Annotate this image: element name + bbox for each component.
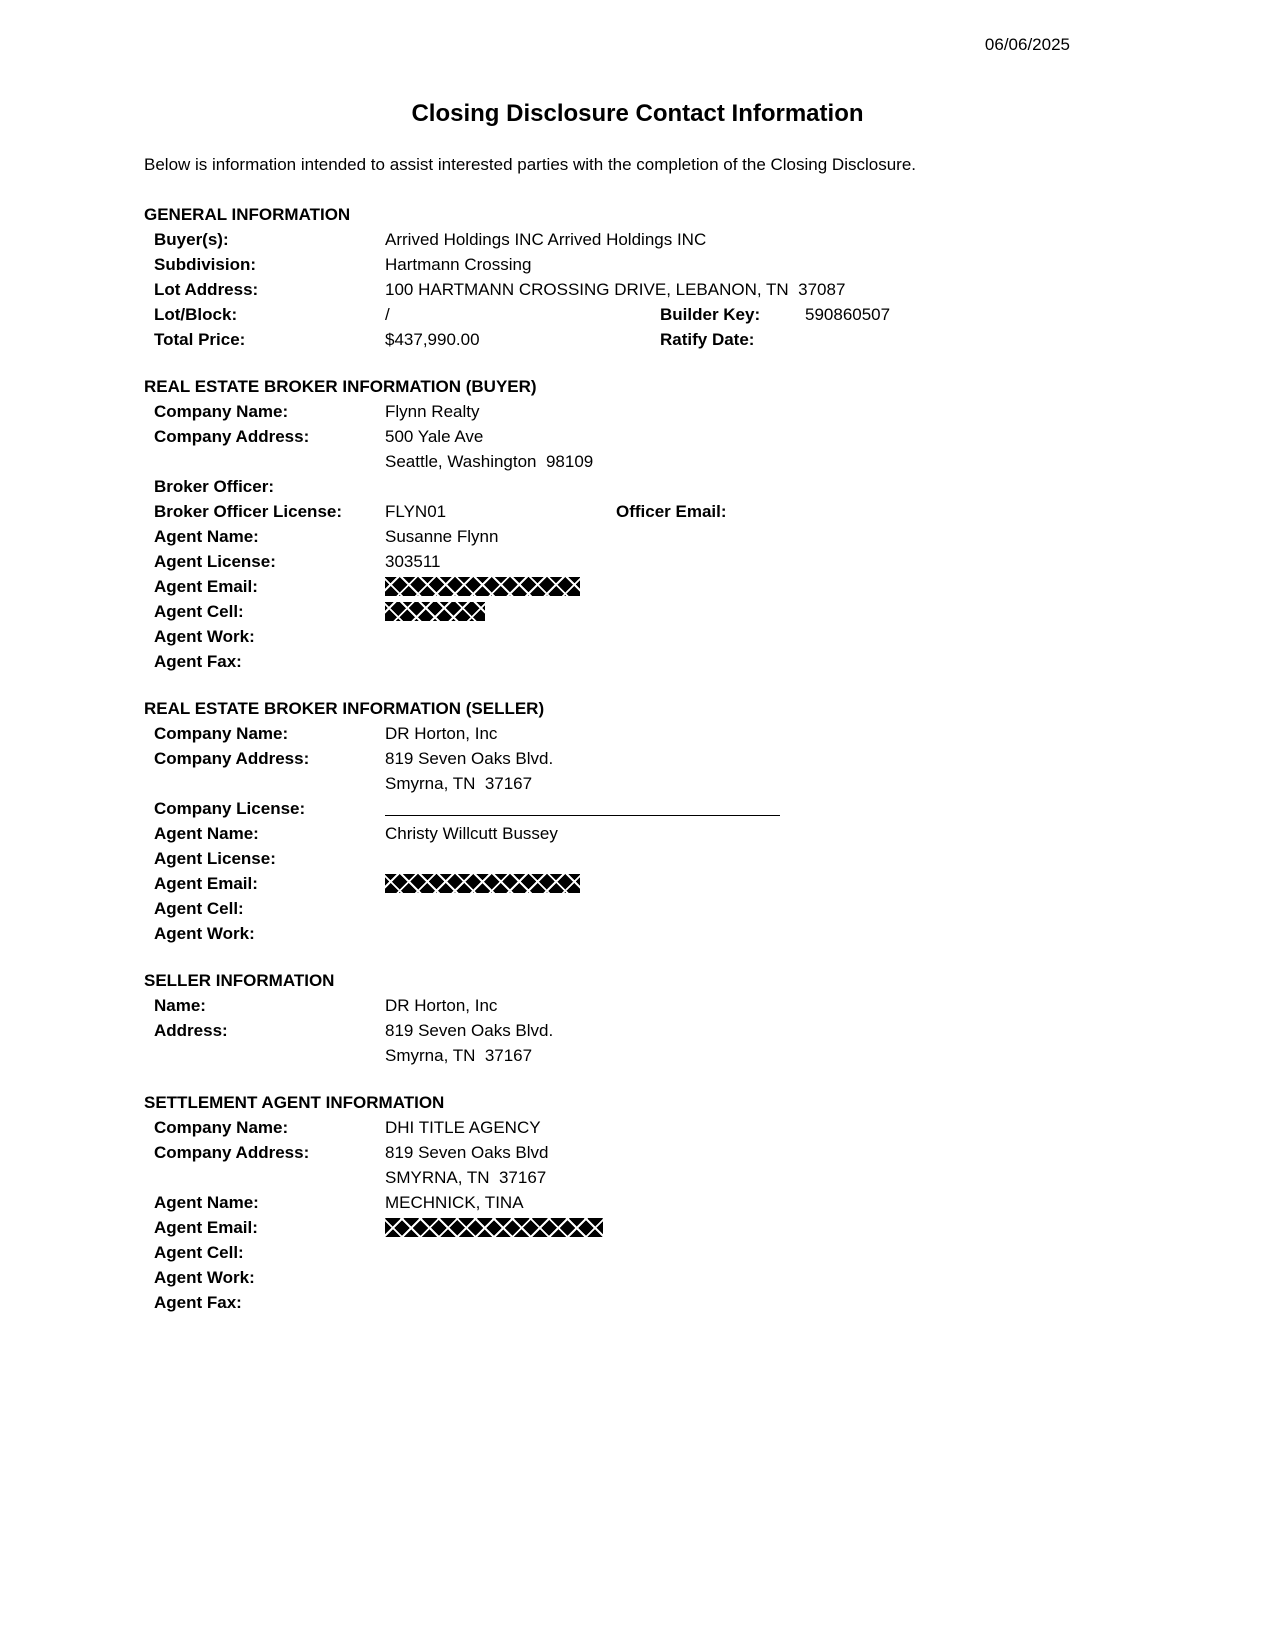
field-row	[144, 1043, 1131, 1068]
field-value: Christy Willcutt Bussey	[385, 824, 558, 843]
field-label: Agent Email:	[154, 577, 258, 596]
section-heading: REAL ESTATE BROKER INFORMATION (SELLER)	[144, 699, 545, 718]
field-value: 819 Seven Oaks Blvd.	[385, 1021, 554, 1040]
field-row	[144, 574, 1131, 599]
section-seller-information	[144, 968, 1131, 1068]
field-row	[144, 1190, 1131, 1215]
field-label: Builder Key:	[660, 305, 761, 324]
section-settlement-agent	[144, 1090, 1131, 1315]
field-row	[144, 1165, 1131, 1190]
field-value: DR Horton, Inc	[385, 724, 498, 743]
section-heading: REAL ESTATE BROKER INFORMATION (BUYER)	[144, 377, 537, 396]
field-value: DHI TITLE AGENCY	[385, 1118, 541, 1137]
field-label: Lot/Block:	[154, 305, 238, 324]
field-row	[144, 424, 1131, 449]
section-broker-buyer	[144, 374, 1131, 674]
page-title: Closing Disclosure Contact Information	[411, 100, 864, 127]
field-label: Agent Work:	[154, 1268, 255, 1287]
field-label: Agent Name:	[154, 824, 259, 843]
field-row	[144, 499, 1131, 524]
field-value: $437,990.00	[385, 330, 480, 349]
field-label: Name:	[154, 996, 206, 1015]
redacted-value	[385, 577, 580, 596]
field-row	[144, 549, 1131, 574]
field-label: Agent Email:	[154, 874, 258, 893]
field-label: Company Address:	[154, 427, 310, 446]
field-value: Flynn Realty	[385, 402, 480, 421]
field-row	[144, 474, 1131, 499]
field-value: 819 Seven Oaks Blvd	[385, 1143, 549, 1162]
field-label: Lot Address:	[154, 280, 259, 299]
field-row	[144, 399, 1131, 424]
field-label: Officer Email:	[616, 502, 727, 521]
field-label: Company License:	[154, 799, 306, 818]
field-label: Agent Cell:	[154, 899, 244, 918]
field-value: 500 Yale Ave	[385, 427, 484, 446]
field-row	[144, 227, 1131, 252]
field-row	[144, 796, 1131, 821]
redacted-value	[385, 874, 580, 893]
field-label: Subdivision:	[154, 255, 256, 274]
section-broker-seller	[144, 696, 1131, 946]
field-row	[144, 277, 1131, 302]
field-row	[144, 302, 1131, 327]
field-row	[144, 649, 1131, 674]
field-row	[144, 746, 1131, 771]
redacted-value	[385, 602, 485, 621]
field-row	[144, 524, 1131, 549]
field-label: Buyer(s):	[154, 230, 229, 249]
field-row	[144, 1018, 1131, 1043]
field-label: Agent Fax:	[154, 652, 242, 671]
field-row	[144, 896, 1131, 921]
field-label: Agent Name:	[154, 1193, 259, 1212]
field-label: Company Name:	[154, 724, 289, 743]
field-row	[144, 327, 1131, 352]
field-row	[144, 921, 1131, 946]
field-label: Agent Name:	[154, 527, 259, 546]
field-label: Agent Email:	[154, 1218, 258, 1237]
section-general-information	[144, 202, 1131, 352]
field-label: Agent Fax:	[154, 1293, 242, 1312]
section-heading: GENERAL INFORMATION	[144, 205, 351, 224]
field-row	[144, 449, 1131, 474]
field-row	[144, 821, 1131, 846]
intro-text: Below is information intended to assist interested parties with the completion of the Closing Disclosure.	[144, 155, 916, 174]
field-value: Susanne Flynn	[385, 527, 499, 546]
field-row	[144, 1140, 1131, 1165]
field-value: MECHNICK, TINA	[385, 1193, 524, 1212]
field-label: Agent Cell:	[154, 1243, 244, 1262]
field-label: Company Address:	[154, 749, 310, 768]
field-value: DR Horton, Inc	[385, 996, 498, 1015]
field-row	[144, 624, 1131, 649]
field-label: Ratify Date:	[660, 330, 755, 349]
field-value: Hartmann Crossing	[385, 255, 532, 274]
field-row	[144, 771, 1131, 796]
field-row	[144, 721, 1131, 746]
field-label: Broker Officer:	[154, 477, 274, 496]
field-value: /	[385, 305, 390, 324]
document-date: 06/06/2025	[984, 35, 1070, 54]
field-label: Address:	[154, 1021, 228, 1040]
field-value: Arrived Holdings INC Arrived Holdings INC	[385, 230, 707, 249]
field-row	[144, 252, 1131, 277]
field-value: Smyrna, TN 37167	[385, 1046, 533, 1065]
field-label: Agent Work:	[154, 627, 255, 646]
field-value: 819 Seven Oaks Blvd.	[385, 749, 554, 768]
blank-line	[385, 796, 780, 816]
field-label: Company Name:	[154, 1118, 289, 1137]
field-row	[144, 1115, 1131, 1140]
field-row	[144, 1215, 1131, 1240]
field-value: SMYRNA, TN 37167	[385, 1168, 547, 1187]
field-label: Agent License:	[154, 552, 276, 571]
redacted-value	[385, 1218, 603, 1237]
field-value: 590860507	[805, 305, 891, 324]
field-row	[144, 871, 1131, 896]
field-label: Agent Work:	[154, 924, 255, 943]
field-value: 100 HARTMANN CROSSING DRIVE, LEBANON, TN 37087	[385, 280, 846, 299]
field-label: Total Price:	[154, 330, 246, 349]
section-heading: SETTLEMENT AGENT INFORMATION	[144, 1093, 445, 1112]
field-value: Seattle, Washington 98109	[385, 452, 594, 471]
field-row	[144, 993, 1131, 1018]
field-row	[144, 1290, 1131, 1315]
field-label: Company Address:	[154, 1143, 310, 1162]
field-row	[144, 1240, 1131, 1265]
field-label: Broker Officer License:	[154, 502, 343, 521]
field-value: 303511	[385, 552, 441, 571]
field-value: FLYN01	[385, 502, 447, 521]
field-row	[144, 599, 1131, 624]
field-label: Agent License:	[154, 849, 276, 868]
field-label: Agent Cell:	[154, 602, 244, 621]
field-row	[144, 846, 1131, 871]
section-heading: SELLER INFORMATION	[144, 971, 335, 990]
field-label: Company Name:	[154, 402, 289, 421]
field-row	[144, 1265, 1131, 1290]
field-value: Smyrna, TN 37167	[385, 774, 533, 793]
